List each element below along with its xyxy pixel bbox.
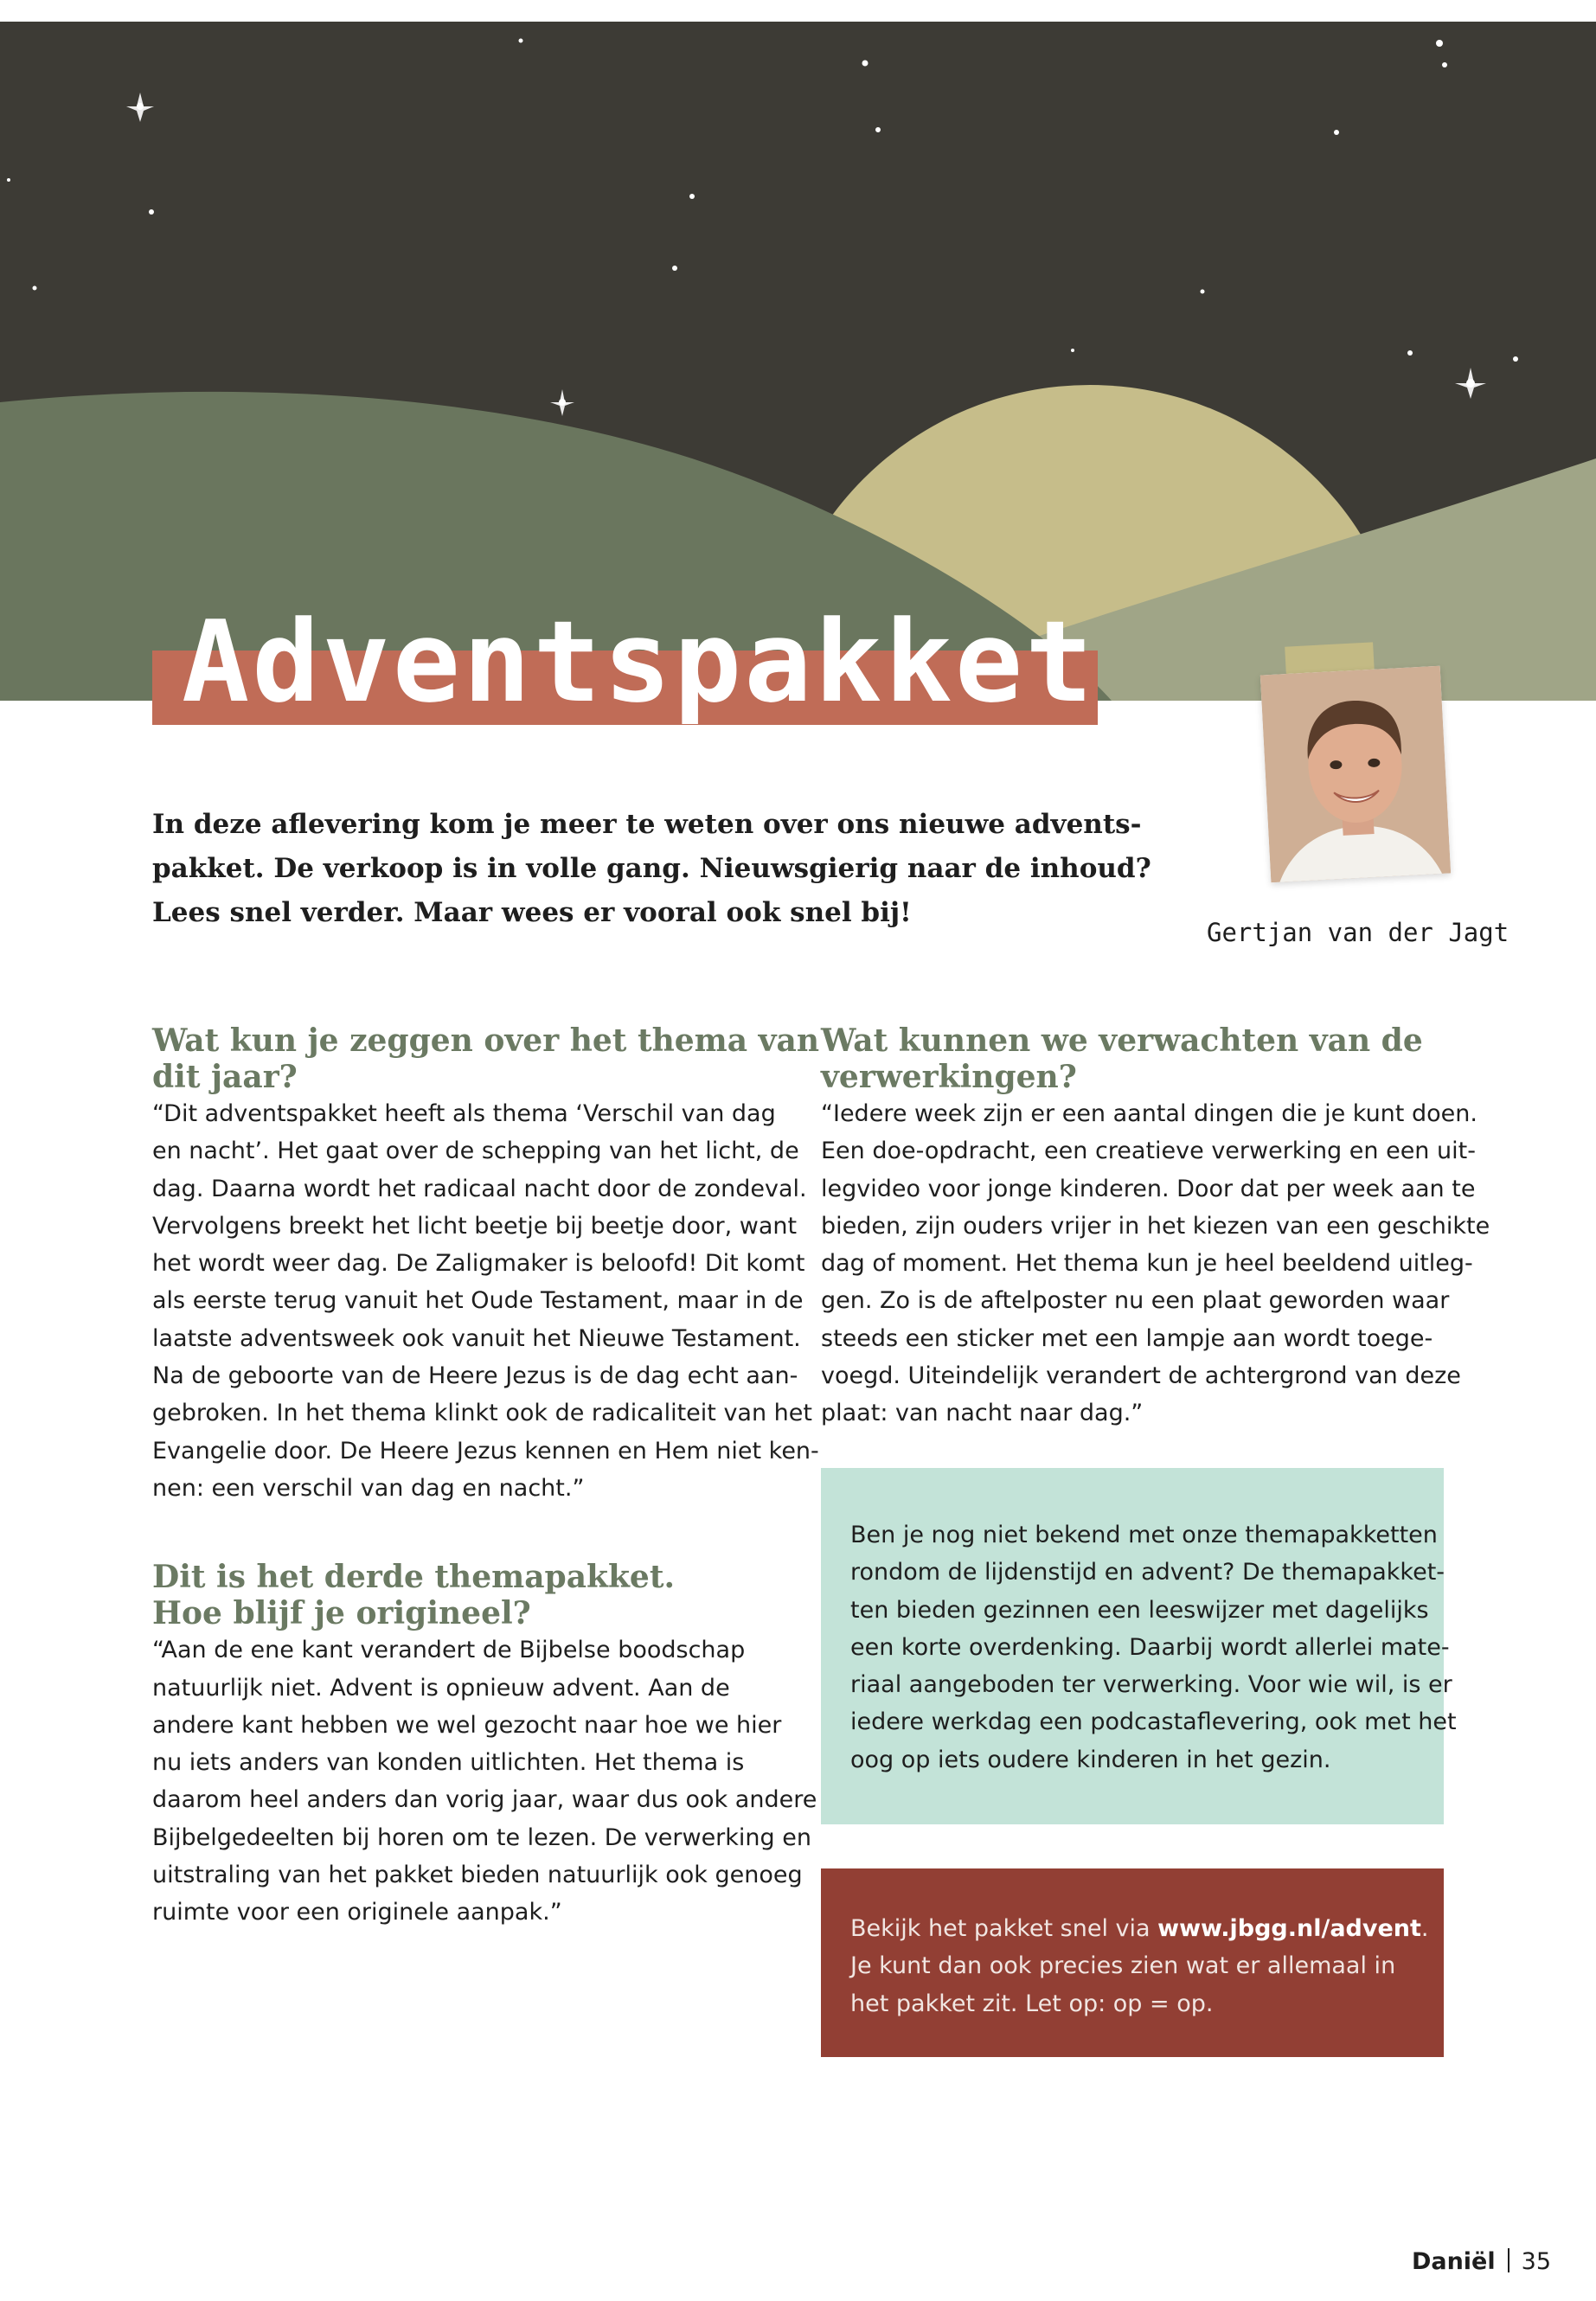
body-line: “Aan de ene kant verandert de Bijbelse boodschap — [152, 1637, 746, 1664]
body-line: bieden, zijn ouders vrijer in het kiezen van een geschikte — [821, 1212, 1490, 1240]
body-line: Bijbelgedeelten bij horen om te lezen. De verwerking en — [152, 1823, 811, 1851]
body-line: “Dit adventspakket heeft als thema ‘Verschil van dag — [152, 1100, 776, 1127]
body-line: nen: een verschil van dag en nacht.” — [152, 1474, 585, 1502]
info-line: oog op iets oudere kinderen in het gezin. — [850, 1746, 1331, 1773]
body-line: gebroken. In het thema klinkt ook de radicaliteit van het — [152, 1400, 812, 1427]
page-number: 35 — [1521, 2248, 1551, 2275]
section-body-processing — [821, 1095, 1490, 1433]
heading-line: Wat kunnen we verwachten van de — [821, 1022, 1423, 1059]
cta-prefix: Bekijk het pakket snel via — [850, 1915, 1158, 1942]
body-line: Na de geboorte van de Heere Jezus is de dag echt aan- — [152, 1362, 798, 1390]
intro-line: pakket. De verkoop is in volle gang. Nieuwsgierig naar de inhoud? — [152, 853, 1151, 884]
cta-line-3: het pakket zit. Let op: op = op. — [850, 1990, 1214, 2017]
body-line: gen. Zo is de aftelposter nu een plaat geworden waar — [821, 1287, 1450, 1315]
body-line: natuurlijk niet. Advent is opnieuw advent. Aan de — [152, 1674, 730, 1702]
cta-suffix: . — [1420, 1915, 1429, 1942]
left-column — [152, 1022, 820, 1984]
right-column — [821, 1022, 1490, 1484]
info-line: riaal aangeboden ter verwerking. Voor wie wil, is er — [850, 1671, 1452, 1699]
intro-line: In deze aflevering kom je meer te weten over ons nieuwe advents- — [152, 809, 1142, 840]
body-line: dag of moment. Het thema kun je heel beeldend uitleg- — [821, 1250, 1473, 1278]
author-photo — [1260, 666, 1451, 883]
cta-box — [821, 1868, 1444, 2057]
body-line: ruimte voor een originele aanpak.” — [152, 1899, 562, 1926]
body-line: uitstraling van het pakket bieden natuurlijk ook genoeg — [152, 1862, 803, 1889]
section-body-original — [152, 1631, 817, 1931]
info-line: rondom de lijdenstijd en advent? De themapakket- — [850, 1559, 1445, 1586]
body-line: Vervolgens breekt het licht beetje bij beetje door, want — [152, 1212, 798, 1240]
page-footer — [1412, 2245, 1551, 2279]
section-body-theme — [152, 1095, 819, 1507]
body-line: andere kant hebben we wel gezocht naar hoe we hier — [152, 1711, 782, 1739]
body-line: het wordt weer dag. De Zaligmaker is beloofd! Dit komt — [152, 1250, 805, 1278]
author-portrait — [1260, 666, 1451, 883]
body-line: daarom heel anders dan vorig jaar, waar dus ook andere — [152, 1786, 817, 1814]
cta-line-1 — [850, 1910, 1429, 1947]
heading-line: Dit is het derde themapakket. — [152, 1559, 676, 1596]
author-name: Gertjan van der Jagt — [1207, 918, 1509, 947]
intro-paragraph — [152, 803, 1151, 935]
body-line: “Iedere week zijn er een aantal dingen die je kunt doen. — [821, 1100, 1477, 1127]
heading-line: Hoe blijf je origineel? — [152, 1595, 531, 1632]
page-title: Adventspakket — [182, 596, 1096, 727]
body-line: en nacht’. Het gaat over de schepping van het licht, de — [152, 1138, 799, 1165]
body-line: plaat: van nacht naar dag.” — [821, 1400, 1144, 1427]
section-heading-original — [152, 1559, 775, 1631]
body-line: Evangelie door. De Heere Jezus kennen en Hem niet ken- — [152, 1437, 819, 1465]
body-line: laatste adventsweek ook vanuit het Nieuwe Testament. — [152, 1324, 801, 1352]
footer-divider — [1508, 2248, 1509, 2272]
info-line: ten bieden gezinnen een leeswijzer met dagelijks — [850, 1596, 1429, 1624]
info-line: Ben je nog niet bekend met onze themapakketten — [850, 1522, 1438, 1548]
cta-line-2: Je kunt dan ook precies zien wat er allemaal in — [850, 1952, 1396, 1980]
body-line: nu iets anders van konden uitlichten. Het thema is — [152, 1749, 745, 1777]
heading-line: dit jaar? — [152, 1059, 298, 1095]
body-line: als eerste terug vanuit het Oude Testament, maar in de — [152, 1287, 804, 1315]
cta-link[interactable]: www.jbgg.nl/advent — [1157, 1915, 1421, 1942]
section-heading-theme — [152, 1022, 820, 1095]
magazine-name: Daniël — [1411, 2248, 1496, 2275]
body-line: steeds een sticker met een lampje aan wordt toege- — [821, 1324, 1433, 1352]
body-line: legvideo voor jonge kinderen. Door dat per week aan te — [821, 1175, 1476, 1202]
body-line: dag. Daarna wordt het radicaal nacht door de zondeval. — [152, 1175, 807, 1202]
info-line: een korte overdenking. Daarbij wordt allerlei mate- — [850, 1633, 1450, 1661]
body-line: Een doe-opdracht, een creatieve verwerking en een uit- — [821, 1138, 1476, 1165]
info-box — [821, 1468, 1457, 1824]
heading-line: verwerkingen? — [821, 1059, 1077, 1095]
intro-line: Lees snel verder. Maar wees er vooral ook snel bij! — [152, 897, 912, 928]
heading-line: Wat kun je zeggen over het thema van — [152, 1022, 820, 1059]
info-line: iedere werkdag een podcastaflevering, ook met het — [850, 1708, 1457, 1736]
section-heading-processing — [821, 1022, 1444, 1095]
body-line: voegd. Uiteindelijk verandert de achtergrond van deze — [821, 1362, 1461, 1390]
